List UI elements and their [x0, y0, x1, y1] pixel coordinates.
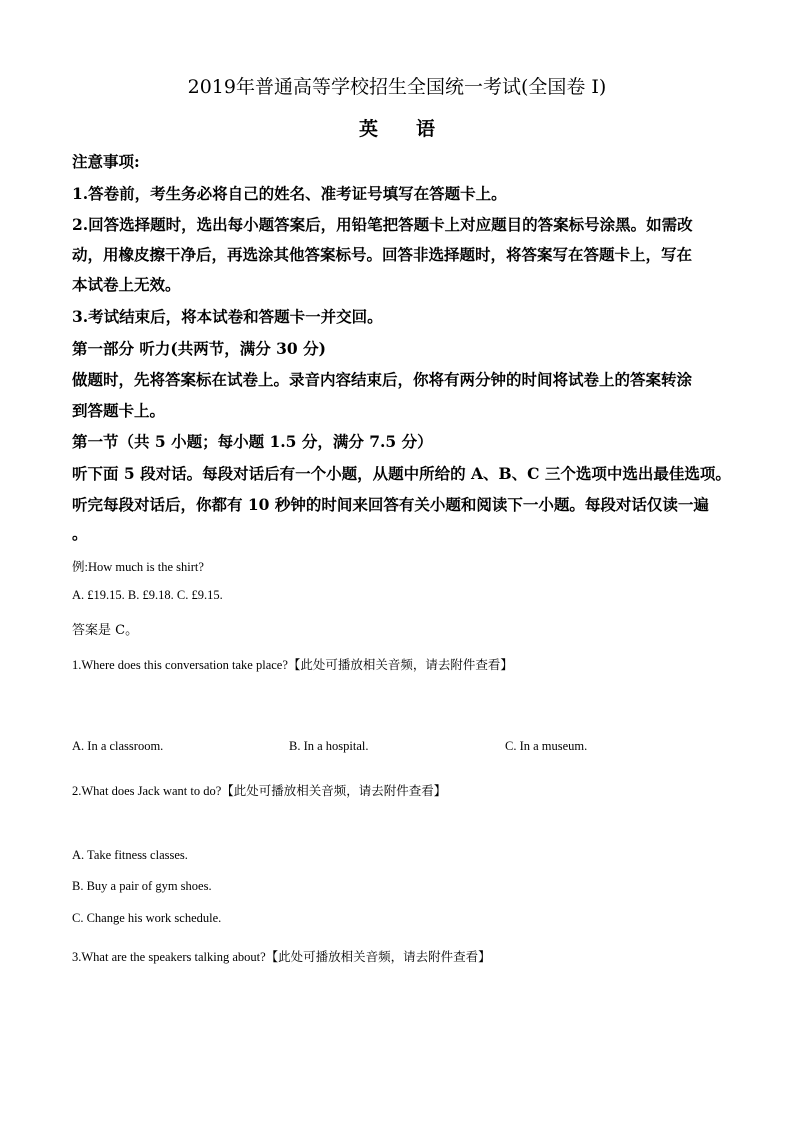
part1-intro-line-1: 做题时，先将答案标在试卷上。录音内容结束后，你将有两分钟的时间将试卷上的答案转涂	[72, 370, 693, 389]
part1-heading: 第一部分 听力(共两节，满分 30 分)	[72, 339, 326, 358]
section1-heading: 第一节（共 5 小题；每小题 1.5 分，满分 7.5 分）	[72, 432, 433, 451]
notice-item-2-line-1: 2.回答选择题时，选出每小题答案后，用铅笔把答题卡上对应题目的答案标号涂黑。如需改	[72, 215, 693, 234]
question-1-option-b: B. In a hospital.	[289, 739, 369, 753]
section1-instruction-line-3: 。	[72, 524, 88, 543]
notice-heading: 注意事项:	[72, 152, 140, 171]
question-1-stem: 1.Where does this conversation take place?【此处可播放相关音频，请去附件查看】	[72, 658, 513, 672]
example-options: A. £19.15. B. £9.18. C. £9.15.	[72, 588, 223, 602]
notice-item-2-line-2: 动，用橡皮擦干净后，再选涂其他答案标号。回答非选择题时，将答案写在答题卡上，写在	[72, 245, 693, 264]
example-answer: 答案是 C。	[72, 623, 139, 638]
question-2-option-a: A. Take fitness classes.	[72, 848, 188, 862]
question-2-stem: 2.What does Jack want to do?【此处可播放相关音频，请去附件查看】	[72, 784, 447, 798]
subject-title: 英语	[358, 118, 473, 140]
question-1-option-c: C. In a museum.	[505, 739, 588, 753]
notice-item-1: 1.答卷前，考生务必将自己的姓名、准考证号填写在答题卡上。	[72, 184, 507, 203]
page-title: 2019年普通高等学校招生全国统一考试(全国卷 I)	[187, 76, 607, 98]
question-1-option-a: A. In a classroom.	[72, 739, 164, 753]
notice-item-3: 3.考试结束后，将本试卷和答题卡一并交回。	[72, 307, 383, 326]
question-3-stem: 3.What are the speakers talking about?【此处可播放相关音频，请去附件查看】	[72, 950, 491, 964]
section1-instruction-line-2: 听完每段对话后，你都有 10 秒钟的时间来回答有关小题和阅读下一小题。每段对话仅读一遍	[72, 495, 709, 514]
question-2-option-b: B. Buy a pair of gym shoes.	[72, 879, 212, 893]
question-2-option-c: C. Change his work schedule.	[72, 911, 222, 925]
part1-intro-line-2: 到答题卡上。	[72, 401, 166, 420]
section1-instruction-line-1: 听下面 5 段对话。每段对话后有一个小题，从题中所给的 A、B、C 三个选项中选出最佳选项。	[72, 464, 731, 483]
notice-item-2-line-3: 本试卷上无效。	[72, 275, 181, 294]
example-question: 例:How much is the shirt?	[72, 560, 204, 574]
